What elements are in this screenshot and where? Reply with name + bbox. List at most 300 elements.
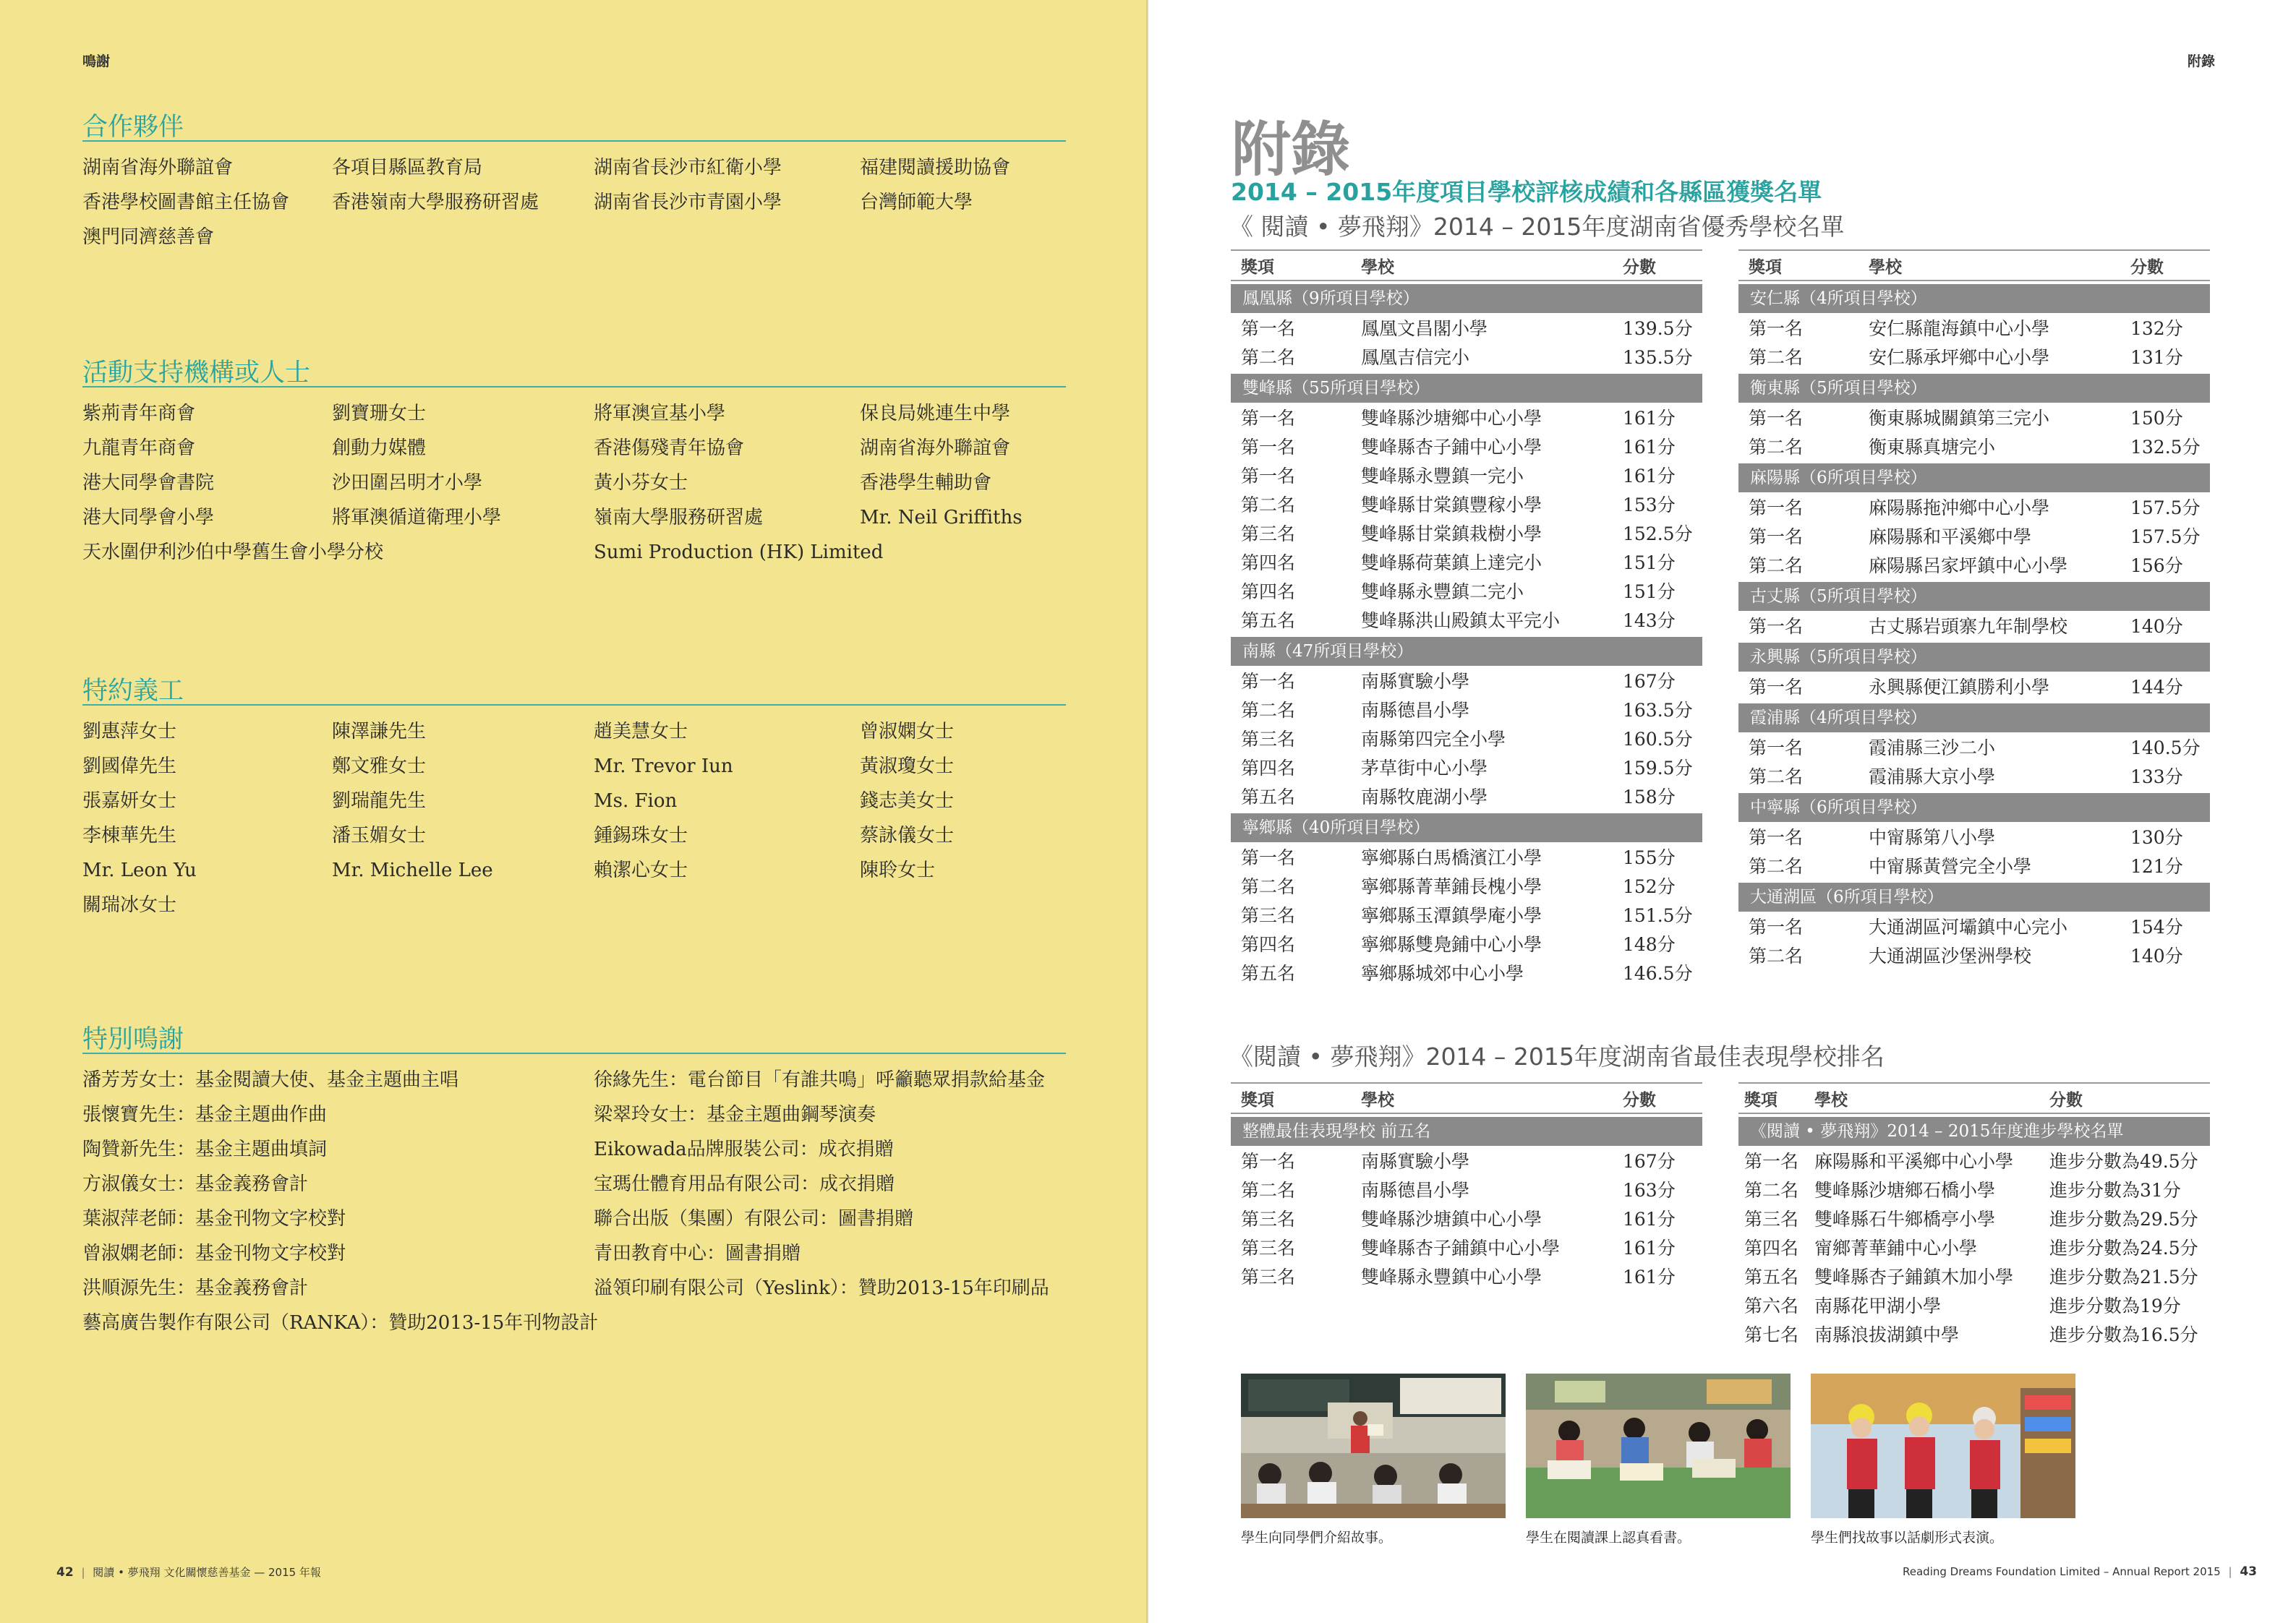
school-cell: 雙峰縣杏子鋪鎮中心小學 bbox=[1361, 1238, 1561, 1259]
list-item: 創動力媒體 bbox=[332, 437, 427, 459]
award-cell: 第三名 bbox=[1241, 523, 1296, 544]
score-cell: 150分 bbox=[2130, 408, 2183, 429]
school-cell: 雙峰縣洪山殿鎮太平完小 bbox=[1361, 610, 1561, 631]
table-row bbox=[1738, 732, 2210, 761]
score-cell: 151分 bbox=[1623, 552, 1676, 573]
table-row bbox=[1231, 1233, 1702, 1262]
list-item: 福建閱讀援助協會 bbox=[860, 157, 1011, 179]
table-row bbox=[1738, 851, 2210, 880]
list-item: 港大同學會小學 bbox=[82, 507, 215, 528]
score-cell: 151.5分 bbox=[1623, 905, 1693, 926]
school-cell: 中甯縣黃營完全小學 bbox=[1869, 856, 2032, 877]
score-cell: 163分 bbox=[1623, 1180, 1676, 1201]
supporters-section bbox=[82, 353, 1066, 570]
score-cell: 140分 bbox=[2130, 616, 2183, 637]
list-item: 嶺南大學服務研習處 bbox=[594, 507, 764, 528]
school-cell: 麻陽縣和平溪鄉中心小學 bbox=[1814, 1151, 2014, 1172]
list-item: 湖南省海外聯誼會 bbox=[860, 437, 1011, 459]
score-cell: 132分 bbox=[2130, 318, 2183, 339]
table-row bbox=[1738, 912, 2210, 941]
list-item: 關瑞冰女士 bbox=[82, 894, 177, 916]
score-cell: 140分 bbox=[2130, 946, 2183, 967]
list-item: 香港學校圖書館主任協會 bbox=[82, 192, 290, 213]
county-band: 中寧縣（6所項目學校） bbox=[1738, 793, 2210, 822]
folio-right-text: Reading Dreams Foundation Limited – Annual Report 2015 bbox=[1903, 1565, 2221, 1578]
county-band: 南縣（47所項目學校） bbox=[1231, 637, 1702, 666]
table-row bbox=[1231, 724, 1702, 753]
list-item: 劉惠萍女士 bbox=[82, 721, 177, 742]
list-item: 劉瑞龍先生 bbox=[332, 790, 427, 812]
list-item: Ms. Fion bbox=[594, 790, 678, 812]
county-band: 雙峰縣（55所項目學校） bbox=[1231, 374, 1702, 403]
score-cell: 163.5分 bbox=[1623, 700, 1693, 721]
table-row bbox=[1738, 1290, 2210, 1319]
score-cell: 167分 bbox=[1623, 1151, 1676, 1172]
header-school: 學校 bbox=[1869, 257, 1902, 277]
partners-section bbox=[82, 107, 1066, 254]
table-row bbox=[1231, 842, 1702, 871]
table-row bbox=[1231, 1204, 1702, 1233]
score-cell: 進步分數為16.5分 bbox=[2049, 1324, 2198, 1345]
award-cell: 第七名 bbox=[1744, 1324, 1799, 1345]
best-performance-table bbox=[1231, 1082, 1702, 1290]
county-band: 古丈縣（5所項目學校） bbox=[1738, 582, 2210, 611]
header-award: 獎項 bbox=[1241, 1090, 1274, 1110]
right-page bbox=[1148, 0, 2296, 1623]
list-item: 將軍澳宣基小學 bbox=[594, 403, 726, 424]
list-item: 鄭文雅女士 bbox=[332, 755, 427, 777]
photo-students-reading bbox=[1526, 1374, 1791, 1518]
county-band: 永興縣（5所項目學校） bbox=[1738, 643, 2210, 672]
table-row bbox=[1738, 403, 2210, 432]
table-row bbox=[1231, 871, 1702, 900]
school-cell: 南縣德昌小學 bbox=[1361, 1180, 1470, 1201]
header-score: 分數 bbox=[1623, 1090, 1656, 1110]
school-cell: 寧鄉縣白馬橋濱江小學 bbox=[1361, 847, 1542, 868]
school-cell: 寧鄉縣雙鳧鋪中心小學 bbox=[1361, 934, 1542, 955]
county-band: 麻陽縣（6所項目學校） bbox=[1738, 463, 2210, 492]
school-cell: 甯鄉菁華鋪中心小學 bbox=[1814, 1238, 1978, 1259]
list-item: 香港學生輔助會 bbox=[860, 472, 992, 494]
school-cell: 麻陽縣和平溪鄉中學 bbox=[1869, 526, 2032, 547]
school-cell: 衡東縣真塘完小 bbox=[1869, 437, 1996, 458]
list-item: 湖南省長沙市青園小學 bbox=[594, 192, 782, 213]
list-item: 梁翠玲女士：基金主題曲鋼琴演奏 bbox=[594, 1104, 876, 1126]
list-item: 鍾錫珠女士 bbox=[594, 825, 688, 847]
award-cell: 第二名 bbox=[1744, 1180, 1799, 1201]
header-score: 分數 bbox=[2130, 257, 2164, 277]
best-performance-title: 《閱讀 • 夢飛翔》2014 – 2015年度湖南省最佳表現學校排名 bbox=[1229, 1042, 1885, 1071]
header-score: 分數 bbox=[1623, 257, 1656, 277]
score-cell: 161分 bbox=[1623, 1209, 1676, 1230]
list-item: 黃淑瓊女士 bbox=[860, 755, 955, 777]
score-cell: 167分 bbox=[1623, 671, 1676, 692]
school-cell: 鳳凰吉信完小 bbox=[1361, 347, 1470, 368]
award-cell: 第四名 bbox=[1241, 758, 1296, 779]
list-item: 張懷寶先生：基金主題曲作曲 bbox=[82, 1104, 328, 1126]
score-cell: 進步分數為49.5分 bbox=[2049, 1151, 2198, 1172]
award-cell: 第一名 bbox=[1749, 917, 1804, 938]
school-cell: 雙峰縣荷葉鎮上達完小 bbox=[1361, 552, 1542, 573]
award-cell: 第一名 bbox=[1749, 677, 1804, 698]
score-cell: 159.5分 bbox=[1623, 758, 1693, 779]
award-cell: 第四名 bbox=[1241, 581, 1296, 602]
school-cell: 南縣第四完全小學 bbox=[1361, 729, 1506, 750]
list-item: 紫荊青年商會 bbox=[82, 403, 196, 424]
folio-right: Reading Dreams Foundation Limited – Annual Report 2015 | 43 bbox=[1903, 1564, 2257, 1579]
partners-list bbox=[82, 150, 1066, 254]
list-item: 劉國偉先生 bbox=[82, 755, 177, 777]
table-row bbox=[1231, 313, 1702, 342]
award-cell: 第二名 bbox=[1749, 946, 1804, 967]
photo-student-presenting bbox=[1241, 1374, 1506, 1518]
list-item: 保良局姚連生中學 bbox=[860, 403, 1011, 424]
award-cell: 第一名 bbox=[1241, 466, 1296, 487]
table-row bbox=[1738, 1175, 2210, 1204]
award-cell: 第一名 bbox=[1241, 1151, 1296, 1172]
school-cell: 古丈縣岩頭寨九年制學校 bbox=[1869, 616, 2068, 637]
list-item: 港大同學會書院 bbox=[82, 472, 215, 494]
award-cell: 第三名 bbox=[1241, 905, 1296, 926]
award-cell: 第三名 bbox=[1241, 729, 1296, 750]
award-cell: 第五名 bbox=[1241, 610, 1296, 631]
table-row bbox=[1231, 518, 1702, 547]
volunteers-section bbox=[82, 671, 1066, 922]
county-band: 衡東縣（5所項目學校） bbox=[1738, 374, 2210, 403]
school-cell: 南縣花甲湖小學 bbox=[1814, 1296, 1942, 1316]
score-cell: 158分 bbox=[1623, 787, 1676, 808]
school-cell: 雙峰縣永豐鎮一完小 bbox=[1361, 466, 1524, 487]
table-row bbox=[1231, 753, 1702, 781]
header-award: 獎項 bbox=[1241, 257, 1274, 277]
school-cell: 雙峰縣沙塘鄉中心小學 bbox=[1361, 408, 1542, 429]
school-cell: 雙峰縣甘棠鎮豐稼小學 bbox=[1361, 494, 1542, 515]
award-cell: 第一名 bbox=[1241, 408, 1296, 429]
list-item: 各項目縣區教育局 bbox=[332, 157, 483, 179]
score-cell: 進步分數為24.5分 bbox=[2049, 1238, 2198, 1259]
school-cell: 大通湖區沙堡洲學校 bbox=[1869, 946, 2032, 967]
list-item: 曾淑嫻老師：基金刊物文字校對 bbox=[82, 1243, 346, 1264]
list-item: 張嘉妍女士 bbox=[82, 790, 177, 812]
score-cell: 161分 bbox=[1623, 408, 1676, 429]
special-thanks-section bbox=[82, 1019, 1066, 1340]
table-row bbox=[1738, 521, 2210, 550]
list-item: Sumi Production (HK) Limited bbox=[594, 541, 884, 563]
score-cell: 143分 bbox=[1623, 610, 1676, 631]
award-cell: 第二名 bbox=[1749, 856, 1804, 877]
list-item: 陶贊新先生：基金主題曲填詞 bbox=[82, 1139, 328, 1160]
school-cell: 雙峰縣永豐鎮二完小 bbox=[1361, 581, 1524, 602]
score-cell: 140.5分 bbox=[2130, 737, 2201, 758]
award-cell: 第五名 bbox=[1744, 1267, 1799, 1288]
list-item: 錢志美女士 bbox=[860, 790, 955, 812]
score-cell: 130分 bbox=[2130, 827, 2183, 848]
score-cell: 155分 bbox=[1623, 847, 1676, 868]
volunteers-heading: 特約義工 bbox=[82, 671, 1066, 706]
score-cell: 135.5分 bbox=[1623, 347, 1693, 368]
excellent-schools-table-right bbox=[1738, 249, 2210, 969]
score-cell: 進步分數為29.5分 bbox=[2049, 1209, 2198, 1230]
list-item: Mr. Michelle Lee bbox=[332, 860, 493, 881]
caption-photo-3: 學生們找故事以話劇形式表演。 bbox=[1811, 1530, 2004, 1546]
table-row bbox=[1231, 781, 1702, 810]
school-cell: 寧鄉縣城郊中心小學 bbox=[1361, 963, 1524, 984]
county-band: 大通湖區（6所項目學校） bbox=[1738, 883, 2210, 912]
folio-left: 42 | 閱讀 • 夢飛翔 文化關懷慈善基金 — 2015 年報 bbox=[56, 1565, 321, 1580]
score-cell: 144分 bbox=[2130, 677, 2183, 698]
school-cell: 中甯縣第八小學 bbox=[1869, 827, 1996, 848]
score-cell: 進步分數為21.5分 bbox=[2049, 1267, 2198, 1288]
award-cell: 第三名 bbox=[1744, 1209, 1799, 1230]
county-band: 寧鄉縣（40所項目學校） bbox=[1231, 813, 1702, 842]
list-item: 香港嶺南大學服務研習處 bbox=[332, 192, 539, 213]
score-cell: 154分 bbox=[2130, 917, 2183, 938]
table-row bbox=[1738, 672, 2210, 701]
score-cell: 160.5分 bbox=[1623, 729, 1693, 750]
county-band: 鳳凰縣（9所項目學校） bbox=[1231, 284, 1702, 313]
special-thanks-heading: 特別鳴謝 bbox=[82, 1019, 1066, 1054]
list-item: 劉寶珊女士 bbox=[332, 403, 427, 424]
table-row bbox=[1231, 1175, 1702, 1204]
list-item: Eikowada品牌服裝公司：成衣捐贈 bbox=[594, 1139, 894, 1160]
table-row bbox=[1231, 929, 1702, 958]
award-cell: 第一名 bbox=[1749, 827, 1804, 848]
school-cell: 雙峰縣杏子鋪中心小學 bbox=[1361, 437, 1542, 458]
award-cell: 第一名 bbox=[1749, 526, 1804, 547]
score-cell: 161分 bbox=[1623, 1238, 1676, 1259]
list-item: Mr. Neil Griffiths bbox=[860, 507, 1023, 528]
header-award: 獎項 bbox=[1744, 1090, 1778, 1110]
score-cell: 157.5分 bbox=[2130, 497, 2201, 518]
table-row bbox=[1738, 822, 2210, 851]
score-cell: 進步分數為19分 bbox=[2049, 1296, 2181, 1316]
score-cell: 133分 bbox=[2130, 766, 2183, 787]
award-cell: 第一名 bbox=[1241, 847, 1296, 868]
table-row bbox=[1738, 1233, 2210, 1262]
header-school: 學校 bbox=[1814, 1090, 1848, 1110]
award-cell: 第二名 bbox=[1749, 347, 1804, 368]
award-cell: 第二名 bbox=[1241, 876, 1296, 897]
table-row bbox=[1231, 403, 1702, 432]
photo-students-drama bbox=[1811, 1374, 2075, 1518]
ranking-band: 《閱讀 • 夢飛翔》2014 – 2015年度進步學校名單 bbox=[1738, 1117, 2210, 1146]
table-row bbox=[1231, 432, 1702, 461]
award-cell: 第一名 bbox=[1749, 616, 1804, 637]
header-school: 學校 bbox=[1361, 1090, 1394, 1110]
school-cell: 南縣德昌小學 bbox=[1361, 700, 1470, 721]
table-row bbox=[1231, 695, 1702, 724]
school-cell: 寧鄉縣玉潭鎮學庵小學 bbox=[1361, 905, 1542, 926]
table-row bbox=[1231, 666, 1702, 695]
award-cell: 第一名 bbox=[1749, 408, 1804, 429]
award-cell: 第一名 bbox=[1744, 1151, 1799, 1172]
table-row bbox=[1738, 1146, 2210, 1175]
table-row bbox=[1231, 342, 1702, 371]
award-cell: 第五名 bbox=[1241, 963, 1296, 984]
table-row bbox=[1231, 958, 1702, 987]
list-item: 台灣師範大學 bbox=[860, 192, 973, 213]
caption-photo-1: 學生向同學們介紹故事。 bbox=[1241, 1530, 1393, 1546]
school-cell: 雙峰縣杏子鋪鎮木加小學 bbox=[1814, 1267, 2014, 1288]
county-band: 霞浦縣（4所項目學校） bbox=[1738, 703, 2210, 732]
page-subtitle: 2014 – 2015年度項目學校評核成績和各縣區獲獎名單 bbox=[1231, 178, 1822, 206]
school-cell: 雙峰縣石牛鄉橋亭小學 bbox=[1814, 1209, 1996, 1230]
progress-schools-table bbox=[1738, 1082, 2210, 1348]
school-cell: 南縣浪拔湖鎮中學 bbox=[1814, 1324, 1960, 1345]
table-row bbox=[1738, 611, 2210, 640]
school-cell: 永興縣便江鎮勝利小學 bbox=[1869, 677, 2050, 698]
table-row bbox=[1231, 489, 1702, 518]
score-cell: 進步分數為31分 bbox=[2049, 1180, 2181, 1201]
list-item: 黃小芬女士 bbox=[594, 472, 688, 494]
list-item: 潘芳芳女士：基金閱讀大使、基金主題曲主唱 bbox=[82, 1069, 459, 1091]
table-row bbox=[1231, 900, 1702, 929]
volunteers-list bbox=[82, 714, 1066, 922]
award-cell: 第四名 bbox=[1241, 934, 1296, 955]
list-item: 葉淑萍老師：基金刊物文字校對 bbox=[82, 1208, 346, 1230]
score-cell: 161分 bbox=[1623, 437, 1676, 458]
score-cell: 152.5分 bbox=[1623, 523, 1693, 544]
list-item: 湖南省海外聯誼會 bbox=[82, 157, 234, 179]
table-row bbox=[1738, 313, 2210, 342]
page-number-right: 43 bbox=[2240, 1564, 2257, 1579]
award-cell: 第二名 bbox=[1749, 766, 1804, 787]
school-cell: 安仁縣承坪鄉中心小學 bbox=[1869, 347, 2050, 368]
award-cell: 第一名 bbox=[1749, 318, 1804, 339]
award-cell: 第三名 bbox=[1241, 1238, 1296, 1259]
award-cell: 第一名 bbox=[1749, 497, 1804, 518]
header-award: 獎項 bbox=[1749, 257, 1782, 277]
table-row bbox=[1738, 342, 2210, 371]
list-item: 藝高廣告製作有限公司（RANKA）：贊助2013-15年刊物設計 bbox=[82, 1312, 599, 1334]
running-head-right: 附錄 bbox=[2187, 53, 2215, 69]
list-item: 方淑儀女士：基金義務會計 bbox=[82, 1173, 309, 1195]
table-row bbox=[1738, 1204, 2210, 1233]
award-cell: 第一名 bbox=[1241, 437, 1296, 458]
school-cell: 麻陽縣呂家坪鎮中心小學 bbox=[1869, 555, 2068, 576]
award-cell: 第四名 bbox=[1241, 552, 1296, 573]
school-cell: 南縣實驗小學 bbox=[1361, 671, 1470, 692]
supporters-heading: 活動支持機構或人士 bbox=[82, 353, 1066, 387]
school-cell: 寧鄉縣菁華鋪長槐小學 bbox=[1361, 876, 1542, 897]
school-cell: 南縣實驗小學 bbox=[1361, 1151, 1470, 1172]
list-item: 聯合出版（集團）有限公司：圖書捐贈 bbox=[594, 1208, 914, 1230]
school-cell: 衡東縣城關鎮第三完小 bbox=[1869, 408, 2050, 429]
score-cell: 152分 bbox=[1623, 876, 1676, 897]
list-item: 潘玉媚女士 bbox=[332, 825, 427, 847]
list-item bbox=[594, 1306, 1066, 1340]
award-cell: 第二名 bbox=[1241, 347, 1296, 368]
list-item: 趙美慧女士 bbox=[594, 721, 688, 742]
special-thanks-list bbox=[82, 1063, 1066, 1340]
county-band: 安仁縣（4所項目學校） bbox=[1738, 284, 2210, 313]
score-cell: 161分 bbox=[1623, 466, 1676, 487]
list-item: Mr. Leon Yu bbox=[82, 860, 197, 881]
score-cell: 131分 bbox=[2130, 347, 2183, 368]
school-cell: 霞浦縣大京小學 bbox=[1869, 766, 1996, 787]
list-item: 溢領印刷有限公司（Yeslink）：贊助2013-15年印刷品 bbox=[594, 1277, 1049, 1299]
award-cell: 第三名 bbox=[1241, 1267, 1296, 1288]
ranking-band: 整體最佳表現學校 前五名 bbox=[1231, 1117, 1702, 1146]
partners-heading: 合作夥伴 bbox=[82, 107, 1066, 142]
table-row bbox=[1231, 1262, 1702, 1290]
school-cell: 麻陽縣拖沖鄉中心小學 bbox=[1869, 497, 2050, 518]
table-row bbox=[1231, 461, 1702, 489]
caption-photo-2: 學生在閱讀課上認真看書。 bbox=[1526, 1530, 1691, 1546]
score-cell: 156分 bbox=[2130, 555, 2183, 576]
table-row bbox=[1231, 576, 1702, 605]
list-item: 李棟華先生 bbox=[82, 825, 177, 847]
table-row bbox=[1738, 432, 2210, 461]
school-cell: 南縣牧鹿湖小學 bbox=[1361, 787, 1488, 808]
award-cell: 第二名 bbox=[1749, 437, 1804, 458]
score-cell: 132.5分 bbox=[2130, 437, 2201, 458]
table-header bbox=[1231, 249, 1702, 281]
list-item: 宝瑪仕體育用品有限公司：成衣捐贈 bbox=[594, 1173, 895, 1195]
list-item: 香港傷殘青年協會 bbox=[594, 437, 745, 459]
school-cell: 霞浦縣三沙二小 bbox=[1869, 737, 1996, 758]
score-cell: 139.5分 bbox=[1623, 318, 1693, 339]
page-title: 附錄 bbox=[1232, 116, 1351, 184]
table-header bbox=[1738, 1082, 2210, 1114]
table-row bbox=[1738, 550, 2210, 579]
table-row bbox=[1738, 492, 2210, 521]
list-item: 沙田圍呂明才小學 bbox=[332, 472, 483, 494]
list-item: Mr. Trevor Iun bbox=[594, 755, 733, 777]
list-item: 將軍澳循道衛理小學 bbox=[332, 507, 502, 528]
award-cell: 第一名 bbox=[1241, 318, 1296, 339]
award-cell: 第二名 bbox=[1749, 555, 1804, 576]
table-header bbox=[1738, 249, 2210, 281]
score-cell: 153分 bbox=[1623, 494, 1676, 515]
score-cell: 151分 bbox=[1623, 581, 1676, 602]
table-header bbox=[1231, 1082, 1702, 1114]
score-cell: 146.5分 bbox=[1623, 963, 1693, 984]
table-row bbox=[1738, 941, 2210, 969]
list-item: 蔡詠儀女士 bbox=[860, 825, 955, 847]
list-item: 青田教育中心：圖書捐贈 bbox=[594, 1243, 801, 1264]
school-cell: 雙峰縣甘棠鎮栽樹小學 bbox=[1361, 523, 1542, 544]
header-score: 分數 bbox=[2049, 1090, 2083, 1110]
list-item: 賴潔心女士 bbox=[594, 860, 688, 881]
folio-left-text: 閱讀 • 夢飛翔 文化關懷慈善基金 — 2015 年報 bbox=[93, 1566, 321, 1579]
school-cell: 茅草街中心小學 bbox=[1361, 758, 1488, 779]
award-cell: 第三名 bbox=[1241, 1209, 1296, 1230]
header-school: 學校 bbox=[1361, 257, 1394, 277]
excellent-schools-table-left bbox=[1231, 249, 1702, 987]
school-cell: 鳳凰文昌閣小學 bbox=[1361, 318, 1488, 339]
table-row bbox=[1738, 1262, 2210, 1290]
list-item: 陳澤謙先生 bbox=[332, 721, 427, 742]
score-cell: 157.5分 bbox=[2130, 526, 2201, 547]
list-item: 曾淑嫻女士 bbox=[860, 721, 955, 742]
list-item: 洪順源先生：基金義務會計 bbox=[82, 1277, 309, 1299]
school-cell: 大通湖區河壩鎮中心完小 bbox=[1869, 917, 2068, 938]
table-row bbox=[1231, 605, 1702, 634]
list-item: 九龍青年商會 bbox=[82, 437, 196, 459]
school-cell: 安仁縣龍海鎮中心小學 bbox=[1869, 318, 2050, 339]
excellent-schools-title: 《 閱讀 • 夢飛翔》2014 – 2015年度湖南省優秀學校名單 bbox=[1229, 213, 1845, 241]
page-number-left: 42 bbox=[56, 1565, 74, 1580]
award-cell: 第四名 bbox=[1744, 1238, 1799, 1259]
score-cell: 148分 bbox=[1623, 934, 1676, 955]
list-item: 陳聆女士 bbox=[860, 860, 936, 881]
list-item: 澳門同濟慈善會 bbox=[82, 226, 215, 248]
score-cell: 121分 bbox=[2130, 856, 2183, 877]
school-cell: 雙峰縣沙塘鄉石橋小學 bbox=[1814, 1180, 1996, 1201]
award-cell: 第五名 bbox=[1241, 787, 1296, 808]
score-cell: 161分 bbox=[1623, 1267, 1676, 1288]
